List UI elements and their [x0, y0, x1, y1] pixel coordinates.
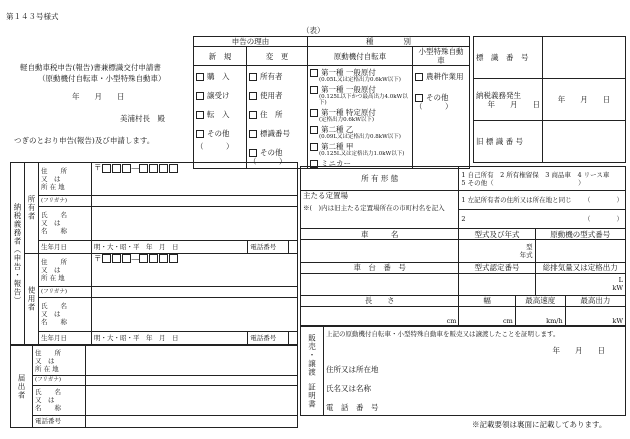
change-address-checkbox[interactable]	[249, 111, 257, 119]
owner-name-field[interactable]	[92, 207, 298, 240]
approval-field[interactable]	[459, 273, 535, 295]
max-speed-label: 最高速度	[515, 295, 565, 306]
change-plate-checkbox[interactable]	[249, 130, 257, 138]
user-address-field[interactable]: 〒 ―	[92, 253, 298, 286]
seller-name[interactable]: 氏名又は名称	[326, 384, 371, 393]
vehicle-table	[300, 166, 626, 326]
doc-subtitle: （原動機付自転車・小型特殊自動車）	[38, 74, 166, 83]
date-line: 年 月 日	[72, 92, 125, 101]
type2-ko-checkbox[interactable]	[310, 143, 318, 151]
storage-option-1[interactable]: 1 左記所有者の住所又は所在地と同じ （ ）	[459, 191, 626, 210]
user-name-label: 氏 名 又 は 名 称	[39, 298, 92, 331]
filer-phone-field[interactable]	[86, 415, 298, 427]
owner-name-label: 氏 名 又 は 名 称	[39, 207, 92, 240]
change-other-checkbox[interactable]	[249, 149, 257, 157]
user-address-label: 住 所 又 は 所 在 地	[39, 253, 92, 286]
maker-label: 車 名	[301, 229, 459, 240]
storage-label: 主たる定置場 ※( )内は旧主たる定置場所在の市町村名を記入	[301, 191, 459, 229]
seller-statement: 上記の原動機付自転車・小型特殊自動車を販売又は譲渡したことを証明します。	[326, 330, 560, 338]
width-label: 幅	[459, 295, 515, 306]
change-owner-checkbox[interactable]	[249, 73, 257, 81]
length-label: 長 さ	[301, 295, 459, 306]
seller-body	[324, 327, 626, 416]
type1-checkbox[interactable]	[310, 69, 318, 77]
motor-header: 原動機付自転車	[308, 47, 413, 66]
seller-address[interactable]: 住所又は所在地	[326, 365, 379, 374]
new-purchase-checkbox[interactable]	[196, 73, 204, 81]
ownership-label: 所 有 形 態	[301, 167, 459, 191]
max-speed-field[interactable]: km/h	[515, 307, 565, 326]
form-number: 第１４３号様式	[6, 12, 59, 21]
max-output-label: 最高出力	[565, 295, 625, 306]
intro-text: つぎのとおり申告(報告)及び申請します。	[14, 136, 155, 145]
engine-field[interactable]	[535, 240, 625, 262]
tax-date-label: 納税義務発生 年 月 日	[474, 79, 543, 121]
new-movein-checkbox[interactable]	[196, 111, 204, 119]
type-header: 種 別	[308, 37, 470, 47]
ownership-options[interactable]: 1 自己所有 2 所有権留保 3 商品車 4 リース車 5 その他（ ）	[459, 167, 626, 191]
approval-label: 型式認定番号	[459, 262, 535, 273]
seller-table	[300, 326, 626, 416]
owner-address-field[interactable]: 〒 ―	[92, 163, 298, 196]
seller-date[interactable]: 年 月 日	[552, 346, 605, 355]
model-year-label: 型式及び年式	[459, 229, 535, 240]
filer-side-label: 届出者	[11, 346, 33, 428]
serial-field[interactable]	[301, 273, 459, 295]
owner-birthdate-field[interactable]: 明・大・昭・平 年 月 日	[92, 240, 248, 253]
filer-table: 届出者 住 所 又 は 所 在 地 (フリガナ) 氏 名 又 は 名 称 電話番号	[10, 345, 298, 428]
displacement-label: 総排気量又は定格出力	[535, 262, 625, 273]
new-transfer-checkbox[interactable]	[196, 92, 204, 100]
length-field[interactable]: cm	[301, 307, 459, 326]
change-header: 変 更	[247, 47, 308, 66]
filer-furigana-field[interactable]	[86, 376, 298, 386]
serial-label: 車 台 番 号	[301, 262, 459, 273]
change-user-checkbox[interactable]	[249, 92, 257, 100]
type1b-checkbox[interactable]	[310, 86, 318, 94]
small-header: 小型特殊自動車	[413, 47, 470, 66]
plate-info-table	[473, 36, 626, 163]
doc-title: 軽自動車税申告(報告)書兼標識交付申請書	[20, 63, 161, 72]
farm-checkbox[interactable]	[415, 73, 423, 81]
filer-address-field[interactable]	[86, 346, 298, 376]
owner-furigana-field[interactable]	[92, 196, 298, 207]
model-year-field[interactable]: 型 年式	[459, 240, 535, 262]
filer-address-label: 住 所 又 は 所 在 地	[33, 346, 86, 376]
storage-option-2[interactable]: 2 （ ）	[459, 210, 626, 229]
owner-phone-field[interactable]	[289, 240, 298, 253]
footnote: ※記載要領は裏面に記載してあります。	[472, 420, 607, 429]
maker-field[interactable]	[301, 240, 459, 262]
reason-type-table: 申告の理由 種 別 新 規 変 更 原動機付自転車 小型特殊自動車 購 入 譲受け 転 入 その他 （ ） 所有者 使用者 住 所 標識番号 その他 （ ） 第一種 一般原付 (0.05L又は定格出力0.6kW以下) 第一種 一般原付 (0.125L以下かつ最高出力4.0kW以下) 第一種 特定原付 (定格出力0.6kW以下) 第二種 乙 (0.09L又は定格出力0.8kW以下) 第二種 甲 (0.125L又は定格出力1.0kW以下) ミニカー 農耕作業用 その他 （ ）	[193, 36, 470, 169]
taxpayer-table: 納税義務者（申告・報告） 所有者 住 所 又 は 所 在 地 〒 ― (フリガナ) 氏 名 又 は 名 称 生年月日 明・大・昭・平 年 月 日 電話番号 使用者 住 所 又 は 所 在 地 〒 ― (フリガナ) 氏 名 又 は 名 称 生年月日 明・大・昭・平 年 月 日 電話番号	[10, 162, 298, 345]
displacement-field[interactable]: L kW	[535, 273, 625, 295]
addressee: 美浦村長 殿	[120, 114, 165, 123]
old-plate-label: 旧 標 識 番 号	[474, 121, 543, 163]
small-other-checkbox[interactable]	[415, 94, 423, 102]
owner-label: 所有者	[25, 163, 39, 254]
plate-number-field[interactable]	[543, 37, 626, 79]
user-phone-field[interactable]	[289, 331, 298, 344]
filer-name-field[interactable]	[86, 385, 298, 415]
new-header: 新 規	[194, 47, 247, 66]
user-furigana-field[interactable]	[92, 287, 298, 298]
user-name-field[interactable]	[92, 298, 298, 331]
taxpayer-side-label: 納税義務者（申告・報告）	[11, 163, 25, 345]
seller-side-label: 販売・譲渡 証明書	[301, 327, 324, 416]
type1-special-checkbox[interactable]	[310, 109, 318, 117]
front-label: （表）	[302, 26, 325, 35]
tax-date-field[interactable]: 年 月 日	[543, 79, 626, 121]
old-plate-field[interactable]	[543, 121, 626, 163]
max-output-field[interactable]: kW	[565, 307, 625, 326]
filer-name-label: 氏 名 又 は 名 称	[33, 385, 86, 415]
user-label: 使用者	[25, 253, 39, 344]
engine-label: 原動機の型式番号	[535, 229, 625, 240]
width-field[interactable]: cm	[459, 307, 515, 326]
new-other-checkbox[interactable]	[196, 130, 204, 138]
user-birthdate-field[interactable]: 明・大・昭・平 年 月 日	[92, 331, 248, 344]
owner-address-label: 住 所 又 は 所 在 地	[39, 163, 92, 196]
reason-header: 申告の理由	[194, 37, 308, 47]
type2-otsu-checkbox[interactable]	[310, 126, 318, 134]
seller-phone[interactable]: 電 話 番 号	[326, 403, 379, 412]
plate-number-label: 標 識 番 号	[474, 37, 543, 79]
